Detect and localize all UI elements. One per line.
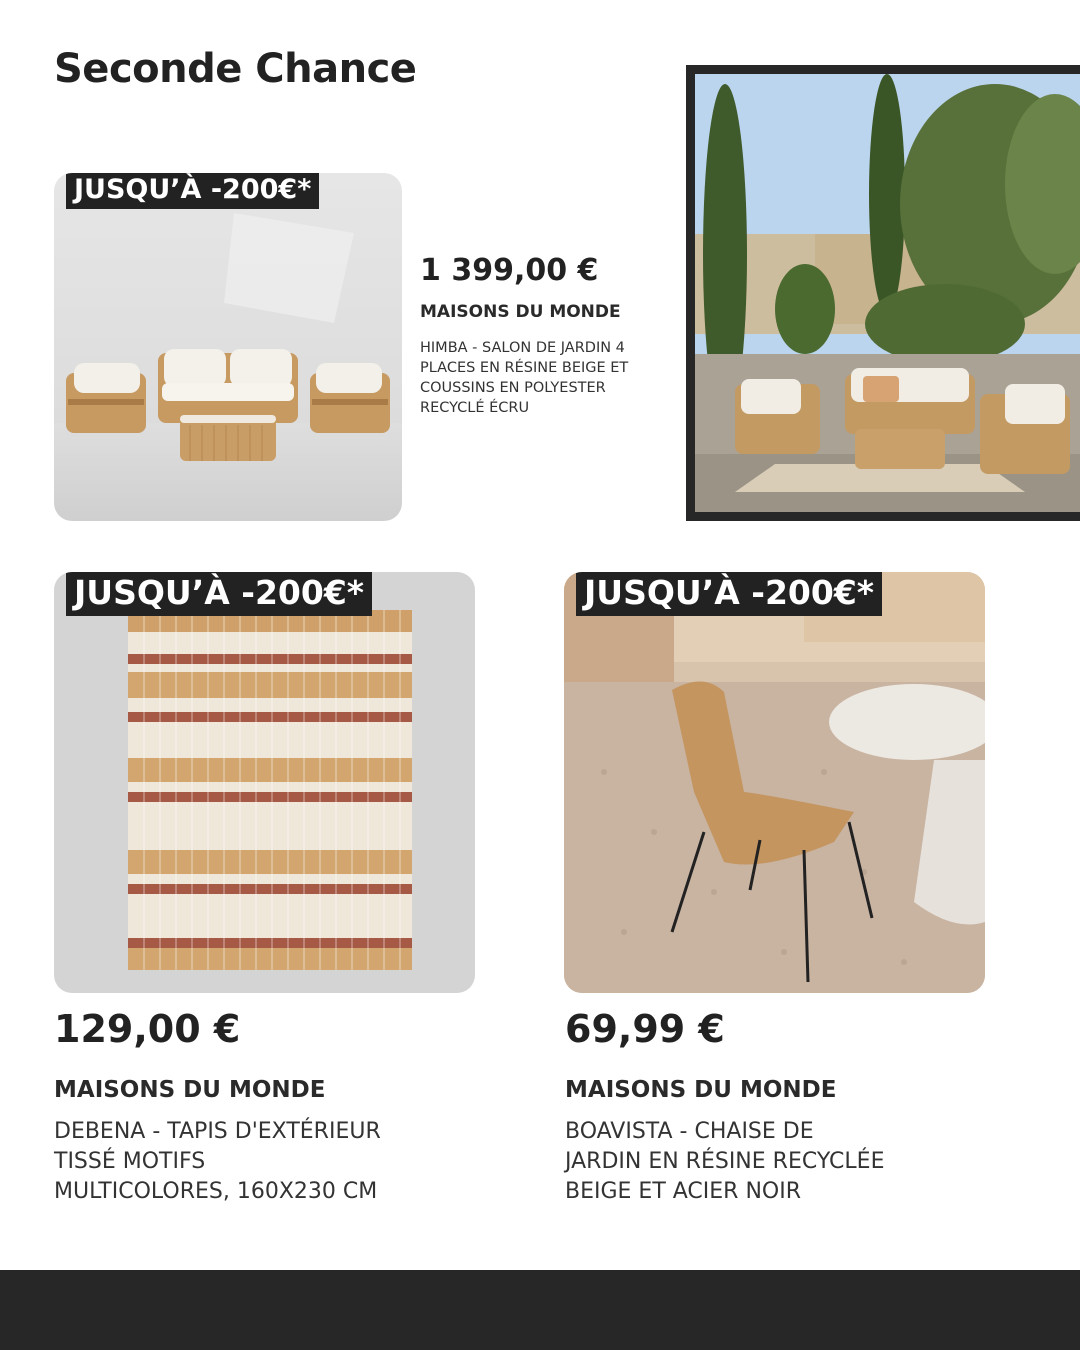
product-price: 129,00 € [54,1007,241,1051]
product-brand: MAISONS DU MONDE [54,1077,326,1103]
product-description: DEBENA - TAPIS D'EXTÉRIEUR TISSÉ MOTIFS MULTICOLORES, 160X230 CM [54,1119,381,1204]
boavista-product-image [564,572,985,993]
product-brand: MAISONS DU MONDE [420,302,621,322]
product-brand: MAISONS DU MONDE [565,1077,837,1103]
product-info-himba [420,253,630,418]
discount-badge: JUSQU’À -200€* [66,173,319,209]
discount-badge: JUSQU’À -200€* [66,572,372,616]
product-info-debena [54,1007,384,1207]
footer-bar [0,1270,1080,1350]
garden-scene-image [695,74,1080,512]
product-description: HIMBA - SALON DE JARDIN 4 PLACES EN RÉSINE BEIGE ET COUSSINS EN POLYESTER RECYCLÉ ÉCRU [420,340,629,416]
page-title: Seconde Chance [54,46,417,92]
himba-product-image [54,173,402,521]
product-card-debena[interactable] [54,572,475,993]
product-card-himba[interactable] [54,173,402,521]
product-price: 69,99 € [565,1007,725,1051]
discount-badge: JUSQU’À -200€* [576,572,882,616]
debena-product-image [54,572,475,993]
lifestyle-photo [686,65,1080,521]
product-info-boavista [565,1007,895,1207]
product-price: 1 399,00 € [420,253,599,288]
product-card-boavista[interactable] [564,572,985,993]
product-description: BOAVISTA - CHAISE DE JARDIN EN RÉSINE RECYCLÉE BEIGE ET ACIER NOIR [565,1119,885,1204]
